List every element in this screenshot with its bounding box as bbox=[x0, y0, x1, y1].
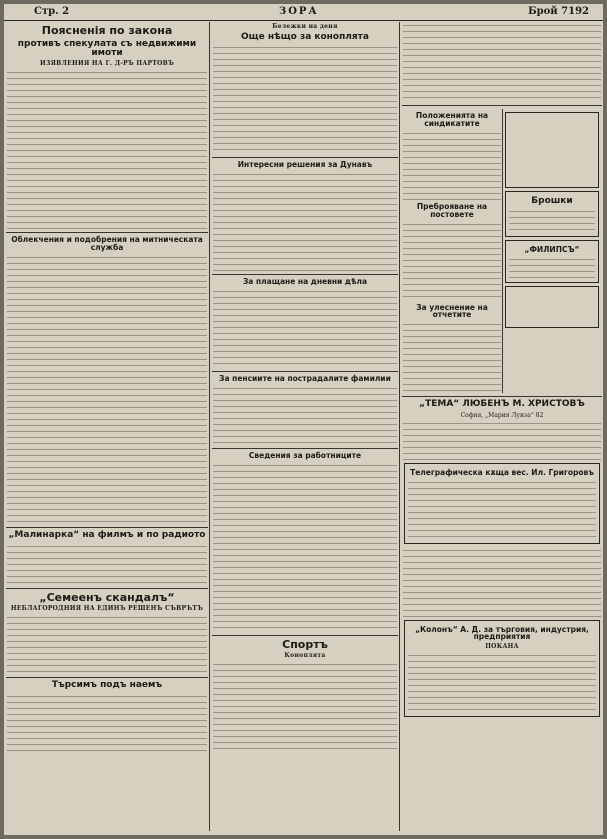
body-text bbox=[213, 385, 397, 445]
ad-text bbox=[408, 652, 596, 712]
headline: Сведения за работниците bbox=[248, 451, 362, 461]
advertisement bbox=[404, 620, 600, 718]
split-row bbox=[402, 109, 602, 393]
headline: противъ спекулата съ недвижими имоти bbox=[17, 38, 197, 58]
headline: За пенсиите на пострадалите фамилии bbox=[219, 374, 391, 384]
subheadline: Коноплята bbox=[284, 652, 326, 660]
headline: Още нѣщо за коноплята bbox=[241, 32, 369, 42]
headline: Облекчения и подобрения на митническата служба bbox=[11, 235, 203, 253]
ad-title: „ТЕМА“ ЛЮБЕНЪ М. ХРИСТОВЪ bbox=[419, 399, 585, 410]
notices bbox=[403, 22, 601, 102]
divider bbox=[212, 635, 398, 636]
divider bbox=[6, 588, 208, 589]
advertisement bbox=[505, 286, 599, 328]
masthead bbox=[4, 4, 603, 21]
advertisement bbox=[505, 191, 599, 237]
divider bbox=[212, 448, 398, 449]
ad-address: София, „Мария Луиза“ 82 bbox=[460, 411, 544, 419]
body-text bbox=[403, 547, 601, 617]
headline: Спортъ bbox=[282, 637, 328, 651]
column-left bbox=[6, 22, 208, 831]
ad-title: „ФИЛИПСЪ“ bbox=[524, 245, 580, 255]
divider bbox=[212, 371, 398, 372]
column-right bbox=[402, 22, 602, 831]
ad-text bbox=[408, 479, 596, 539]
headline: Интересни решения за Дунавъ bbox=[237, 160, 373, 170]
newspaper-page bbox=[4, 4, 603, 835]
divider bbox=[212, 274, 398, 275]
headline: Поясненiя по закона bbox=[41, 24, 173, 37]
body-text bbox=[7, 254, 207, 524]
ad-subtitle: ПОКАНА bbox=[485, 643, 519, 651]
headline: Преброяване на постовете bbox=[416, 201, 488, 219]
section-kicker: Бележки на деня bbox=[272, 23, 338, 30]
column-rule bbox=[399, 22, 400, 831]
body-text bbox=[403, 321, 501, 391]
body-text bbox=[213, 288, 397, 368]
body-text bbox=[7, 69, 207, 229]
ad-title: Брошки bbox=[531, 196, 573, 206]
ad-text bbox=[509, 208, 595, 232]
subheadline: ИЗЯВЛЕНИЯ НА Г. Д-РЪ ПАРТОВЪ bbox=[39, 60, 175, 68]
divider bbox=[6, 677, 208, 678]
body-text bbox=[213, 171, 397, 271]
issue-number: Брой 7192 bbox=[528, 6, 589, 17]
advertisement bbox=[505, 112, 599, 188]
column-rule bbox=[209, 22, 210, 831]
divider bbox=[6, 232, 208, 233]
body-text bbox=[7, 614, 207, 674]
headline: Положенията на синдикатите bbox=[415, 111, 489, 128]
page-number: Стр. 2 bbox=[34, 6, 70, 17]
body-text bbox=[213, 44, 397, 154]
ad-text bbox=[403, 420, 601, 460]
headline: За улеснение на отчетите bbox=[416, 302, 488, 320]
advertisement bbox=[505, 240, 599, 283]
ad-text bbox=[509, 256, 595, 278]
headline: Търсимъ подъ наемъ bbox=[51, 680, 163, 691]
headline: За плащане на дневни дѣла bbox=[242, 277, 368, 287]
divider bbox=[212, 157, 398, 158]
body-text bbox=[213, 661, 397, 751]
subheadline: НЕБЛАГОРОДНИЯ НА ЕДИНЪ РЕШЕНЪ СЪВРЪТЪ bbox=[10, 605, 204, 613]
divider bbox=[402, 105, 602, 106]
column-middle bbox=[212, 22, 398, 831]
newspaper-title: ЗОРА bbox=[279, 6, 319, 17]
ad-title: „Колонъ“ А. Д. за търговия, индустрия, предприятия bbox=[415, 624, 589, 642]
ad-title: Телеграфическа кѫща вес. Ил. Григоровъ bbox=[410, 467, 594, 477]
advertisement bbox=[404, 463, 600, 544]
body-text bbox=[403, 221, 501, 301]
news-subcolumn bbox=[402, 109, 502, 393]
body-text bbox=[7, 693, 207, 753]
headline: „Семеенъ скандалъ“ bbox=[39, 590, 175, 604]
body-text bbox=[213, 462, 397, 632]
headline: „Малинарка“ на филмъ и по радиото bbox=[8, 530, 206, 541]
ads-subcolumn bbox=[502, 109, 601, 393]
body-text bbox=[7, 543, 207, 585]
divider bbox=[402, 396, 602, 397]
divider bbox=[6, 527, 208, 528]
body-text bbox=[403, 130, 501, 200]
